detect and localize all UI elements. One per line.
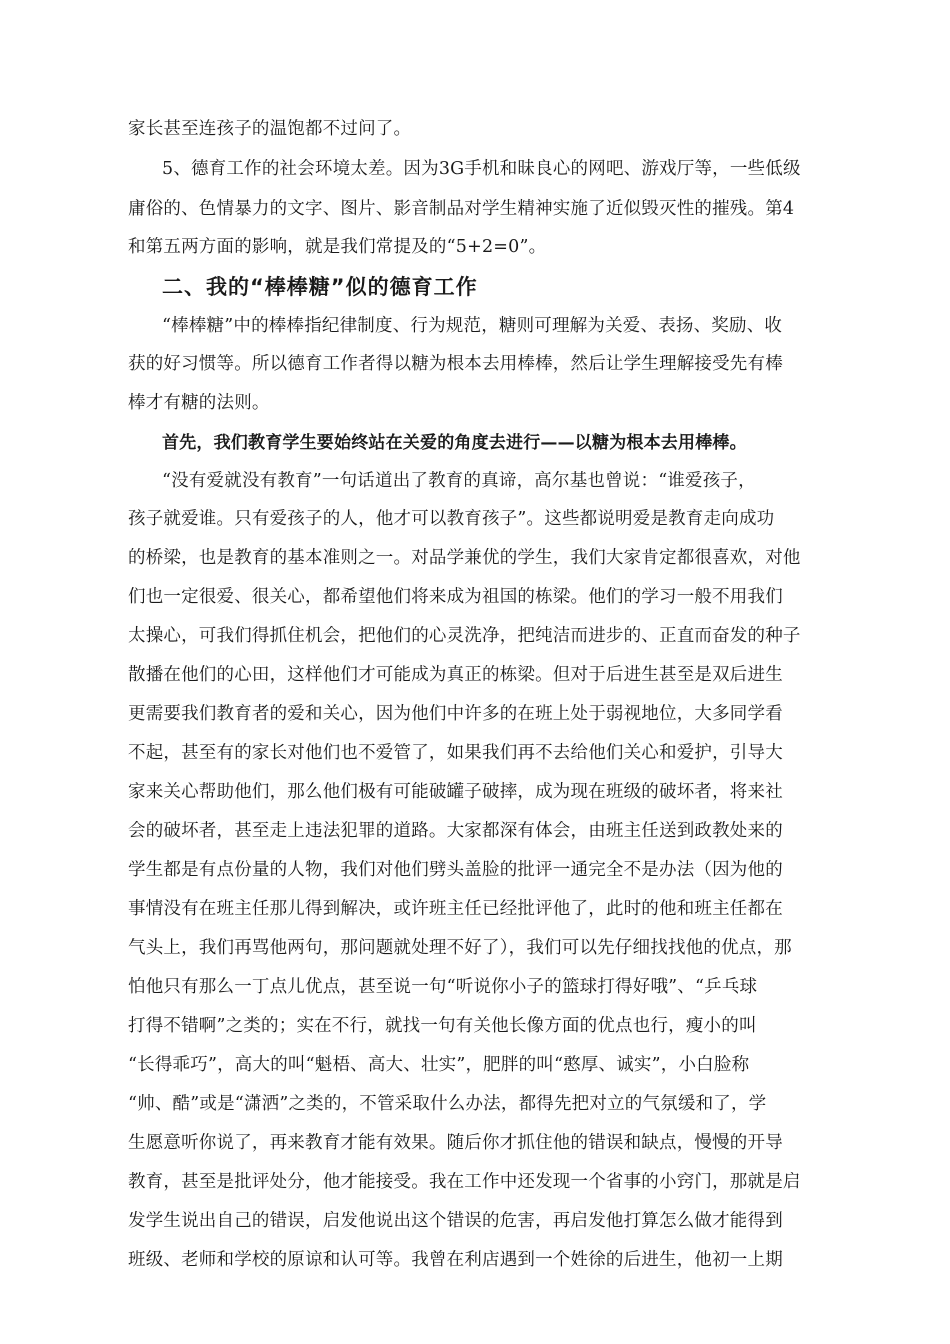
paragraph-line: 家来关心帮助他们，那么他们极有可能破罐子破摔，成为现在班级的破坏者，将来社 [128,782,783,802]
paragraph-line: 更需要我们教育者的爱和关心，因为他们中许多的在班上处于弱视地位，大多同学看 [128,704,783,724]
paragraph-line: 散播在他们的心田，这样他们才可能成为真正的栋梁。但对于后进生甚至是双后进生 [128,665,783,685]
paragraph-line: 学生都是有点份量的人物，我们对他们劈头盖脸的批评一通完全不是办法（因为他的 [128,860,783,880]
paragraph-line: “棒棒糖”中的棒棒指纪律制度、行为规范，糖则可理解为关爱、表扬、奖励、收 [162,316,783,336]
paragraph-line: 们也一定很爱、很关心，都希望他们将来成为祖国的栋梁。他们的学习一般不用我们 [128,587,783,607]
paragraph-line: “帅、酷”或是“潇洒”之类的，不管采取什么办法，都得先把对立的气氛缓和了，学 [128,1094,767,1114]
paragraph-line: “长得乖巧”，高大的叫“魁梧、高大、壮实”，肥胖的叫“憨厚、诚实”，小白脸称 [128,1055,750,1075]
paragraph-line: 孩子就爱谁。只有爱孩子的人，他才可以教育孩子”。这些都说明爱是教育走向成功 [128,509,775,529]
paragraph-line: 会的破坏者，甚至走上违法犯罪的道路。大家都深有体会，由班主任送到政教处来的 [128,821,783,841]
paragraph-line: 不起，甚至有的家长对他们也不爱管了，如果我们再不去给他们关心和爱护，引导大 [128,743,783,763]
paragraph-line: 打得不错啊”之类的；实在不行，就找一句有关他长像方面的优点也行，瘦小的叫 [128,1016,757,1036]
paragraph-line: 5、德育工作的社会环境太差。因为3G手机和昧良心的网吧、游戏厅等，一些低级 [162,159,801,179]
paragraph-line: 家长甚至连孩子的温饱都不过问了。 [128,119,412,139]
paragraph-line: 的桥梁，也是教育的基本准则之一。对品学兼优的学生，我们大家肯定都很喜欢，对他 [128,548,801,568]
paragraph-line: 事情没有在班主任那儿得到解决，或许班主任已经批评他了，此时的他和班主任都在 [128,899,783,919]
paragraph-line: 教育，甚至是批评处分，他才能接受。我在工作中还发现一个省事的小窍门，那就是启 [128,1172,801,1192]
paragraph-line: 庸俗的、色情暴力的文字、图片、影音制品对学生精神实施了近似毁灭性的摧残。第4 [128,199,795,219]
paragraph-line: 班级、老师和学校的原谅和认可等。我曾在利店遇到一个姓徐的后进生，他初一上期 [128,1250,783,1270]
section-heading: 二、我的“棒棒糖”似的德育工作 [162,275,478,299]
paragraph-line: “没有爱就没有教育”一句话道出了教育的真谛，高尔基也曾说：“谁爱孩子， [162,471,756,491]
paragraph-line: 生愿意听你说了，再来教育才能有效果。随后你才抓住他的错误和缺点，慢慢的开导 [128,1133,783,1153]
paragraph-line: 获的好习惯等。所以德育工作者得以糖为根本去用棒棒，然后让学生理解接受先有棒 [128,354,783,374]
paragraph-line: 怕他只有那么一丁点儿优点，甚至说一句“听说你小子的篮球打得好哦”、“乒乓球 [128,977,758,997]
paragraph-line: 棒才有糖的法则。 [128,393,270,413]
paragraph-line: 和第五两方面的影响，就是我们常提及的“5+2=0”。 [128,237,547,257]
bold-subheading: 首先，我们教育学生要始终站在关爱的角度去进行——以糖为根本去用棒棒。 [162,433,747,453]
paragraph-line: 发学生说出自己的错误，启发他说出这个错误的危害，再启发他打算怎么做才能得到 [128,1211,783,1231]
paragraph-line: 气头上，我们再骂他两句，那问题就处理不好了），我们可以先仔细找找他的优点，那 [128,938,792,958]
paragraph-line: 太操心，可我们得抓住机会，把他们的心灵洗净，把纯洁而进步的、正直而奋发的种子 [128,626,801,646]
